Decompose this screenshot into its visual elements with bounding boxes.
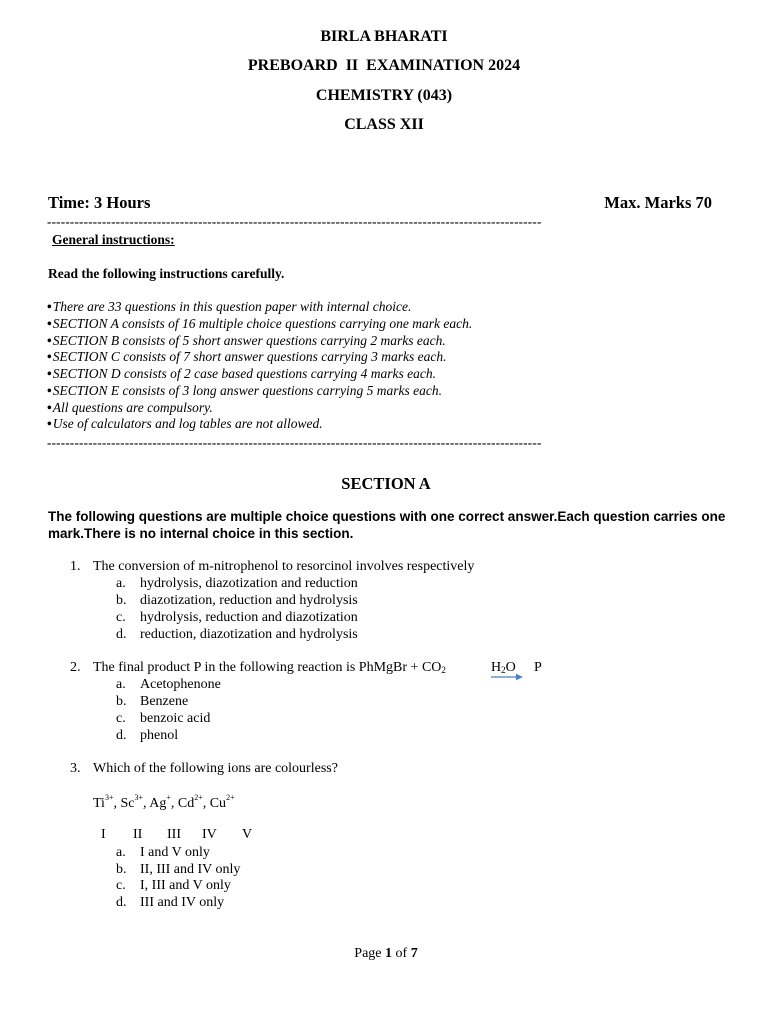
bullet-icon: • <box>47 316 52 331</box>
school-name: BIRLA BHARATI <box>320 28 448 45</box>
exam-title: PREBOARD II EXAMINATION 2024 <box>247 57 521 74</box>
roman-label: I <box>101 827 106 842</box>
ion-list: $Ti^{3+}$, $Sc^{3+}$, Ag+, $Cd^{2+}$, $Cu^{2+}$ <box>93 793 235 811</box>
option: d. reduction, diazotization and hydrolysis <box>116 627 358 642</box>
question-number: 3. <box>70 761 81 776</box>
max-marks-label: Max. Marks 70 <box>604 193 712 212</box>
question-text: The conversion of m-nitrophenol to resorcinol involves respectively <box>93 559 475 574</box>
option: a. hydrolysis, diazotization and reduction <box>116 576 358 591</box>
section-a-title: SECTION A <box>341 474 431 493</box>
bullet-icon: • <box>47 349 52 364</box>
bullet-icon: • <box>47 299 52 314</box>
bullet-icon: • <box>47 416 52 431</box>
reaction-product: P <box>534 660 542 675</box>
divider-bottom: ------------------------------------------------------------------------------------------------------------ <box>47 435 542 450</box>
read-instructions-text: Read the following instructions carefully. <box>48 266 285 281</box>
question-text: Which of the following ions are colourless? <box>93 761 338 776</box>
option: b. II, III and IV only <box>116 862 241 877</box>
bullet-icon: • <box>47 383 52 398</box>
option: c. I, III and V only <box>116 878 231 893</box>
question-number: 2. <box>70 660 81 675</box>
instruction-item: •SECTION B consists of 5 short answer questions carrying 2 marks each. <box>47 333 446 348</box>
option: a. I and V only <box>116 845 210 860</box>
question-text: The final product P in the following reaction is PhMgBr + $CO_2$ <box>93 660 446 675</box>
bullet-icon: • <box>47 400 52 415</box>
bullet-icon: • <box>47 366 52 381</box>
instruction-item: •SECTION C consists of 7 short answer questions carrying 3 marks each. <box>47 349 447 364</box>
option: c. hydrolysis, reduction and diazotization <box>116 610 358 625</box>
roman-label: V <box>242 827 253 842</box>
instruction-item: •Use of calculators and log tables are not allowed. <box>47 416 323 431</box>
divider-top: ------------------------------------------------------------------------------------------------------------ <box>47 214 542 229</box>
option: d. phenol <box>116 728 179 743</box>
time-label: Time: 3 Hours <box>48 193 151 212</box>
option: b. diazotization, reduction and hydrolysis <box>116 593 358 608</box>
roman-label: IV <box>202 827 217 842</box>
question-number: 1. <box>70 559 81 574</box>
class-title: CLASS XII <box>344 116 424 133</box>
page-total: 7 <box>410 946 418 961</box>
general-instructions-heading: General instructions: <box>52 232 175 247</box>
option: a. Acetophenone <box>116 677 221 692</box>
instruction-item: •There are 33 questions in this question paper with internal choice. <box>47 299 412 314</box>
option: c. benzoic acid <box>116 711 211 726</box>
instruction-item: •SECTION D consists of 2 case based questions carrying 4 marks each. <box>47 366 436 381</box>
instruction-item: •All questions are compulsory. <box>47 400 213 415</box>
reaction-arrow-icon <box>490 672 524 682</box>
page-footer: Page 1 of 7 <box>354 946 418 961</box>
reaction-reagent: $H_2O$ <box>491 660 516 675</box>
exam-meta <box>48 193 712 213</box>
roman-label: III <box>167 827 181 842</box>
subject-title: CHEMISTRY (043) <box>315 87 453 104</box>
instruction-item: •SECTION A consists of 16 multiple choice questions carrying one mark each. <box>47 316 473 331</box>
instruction-item: •SECTION E consists of 3 long answer questions carrying 5 marks each. <box>47 383 442 398</box>
option: d. III and IV only <box>116 895 225 910</box>
roman-label: II <box>133 827 143 842</box>
bullet-icon: • <box>47 333 52 348</box>
section-a-intro: The following questions are multiple choice questions with one correct answer.Each question carries one mark.There is no internal choice in this section. <box>48 509 726 541</box>
page-current: 1 <box>385 946 393 961</box>
option: b. Benzene <box>116 694 189 709</box>
